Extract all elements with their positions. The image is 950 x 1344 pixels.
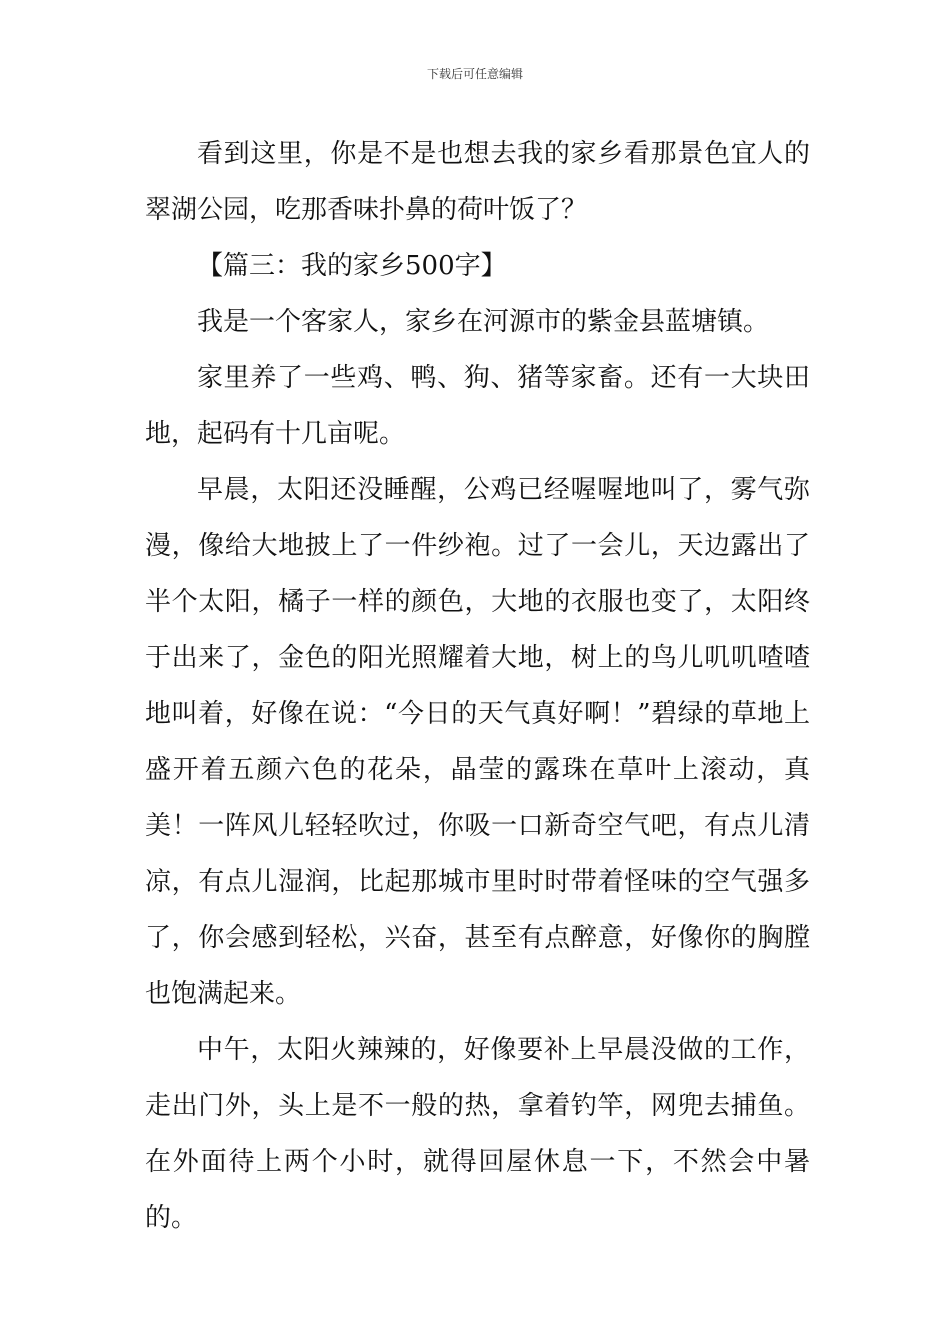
paragraph: 我是一个客家人，家乡在河源市的紫金县蓝塘镇。 <box>197 307 770 337</box>
section-heading: 【篇三：我的家乡500字】 <box>197 251 507 281</box>
page-header: 下载后可任意编辑 <box>426 67 523 81</box>
paragraph: 看到这里，你是不是也想去我的家乡看那景色宜人的翠湖公园，吃那香味扑鼻的荷叶饭了？ <box>145 139 810 225</box>
paragraph: 早晨，太阳还没睡醒，公鸡已经喔喔地叫了，雾气弥漫，像给大地披上了一件纱袍。过了一会儿，天边露出了半个太阳，橘子一样的颜色，大地的衣服也变了，太阳终于出来了，金色的阳光照耀着大地，树上的鸟儿叽叽喳喳地叫着，好像在说：“今日的天气真好啊！”碧绿的草地上盛开着五颜六色的花朵，晶莹的露珠在草叶上滚动，真美！一阵风儿轻轻吹过，你吸一口新奇空气吧，有点儿清凉，有点儿湿润，比起那城市里时时带着怪味的空气强多了，你会感到轻松，兴奋，甚至有点醉意，好像你的胸膛也饱满起来。 <box>145 475 810 1009</box>
paragraph: 中午，太阳火辣辣的，好像要补上早晨没做的工作，走出门外，头上是不一般的热，拿着钓竿，网兜去捕鱼。在外面待上两个小时，就得回屋休息一下，不然会中暑的。 <box>145 1035 810 1233</box>
document-body <box>145 126 810 1246</box>
paragraph: 家里养了一些鸡、鸭、狗、猪等家畜。还有一大块田地，起码有十几亩呢。 <box>145 363 810 449</box>
